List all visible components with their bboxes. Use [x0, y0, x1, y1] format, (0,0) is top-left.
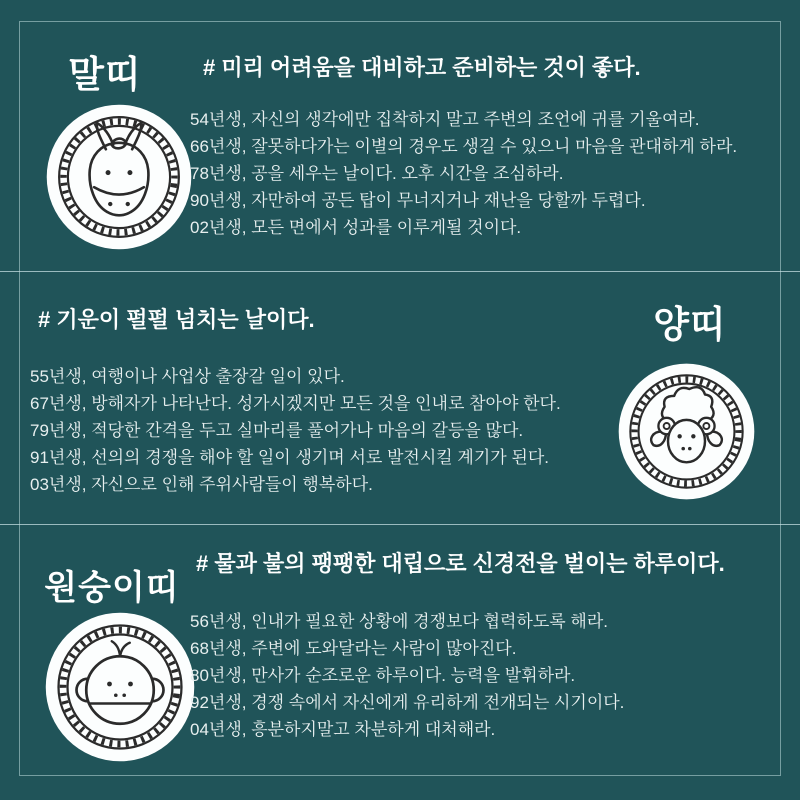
fortune-list-sheep	[30, 363, 561, 498]
sheep-badge	[618, 363, 755, 500]
horse-icon	[46, 104, 192, 250]
section-divider	[0, 271, 800, 272]
fortune-list-horse	[190, 106, 737, 241]
section-divider	[0, 524, 800, 525]
sheep-icon	[618, 363, 755, 500]
headline-sheep: # 기운이 펄펄 넘치는 날이다.	[38, 307, 315, 332]
fortune-line: 68년생, 주변에 도와달라는 사람이 많아진다.	[190, 639, 517, 658]
horse-badge	[46, 104, 192, 250]
zodiac-title-horse: 말띠	[68, 54, 142, 95]
monkey-badge	[45, 612, 195, 762]
fortune-line: 67년생, 방해자가 나타난다. 성가시겠지만 모든 것을 인내로 참아야 한다.	[30, 394, 561, 413]
section-sheep	[0, 271, 800, 524]
fortune-line: 90년생, 자만하여 공든 탑이 무너지거나 재난을 당할까 두렵다.	[190, 191, 646, 210]
headline-horse: # 미리 어려움을 대비하고 준비하는 것이 좋다.	[203, 55, 641, 80]
fortune-line: 78년생, 공을 세우는 날이다. 오후 시간을 조심하라.	[190, 164, 564, 183]
zodiac-title-monkey: 원숭이띠	[44, 569, 180, 607]
fortune-line: 55년생, 여행이나 사업상 출장갈 일이 있다.	[30, 367, 345, 386]
fortune-list-monkey	[190, 608, 624, 743]
fortune-line: 54년생, 자신의 생각에만 집착하지 말고 주변의 조언에 귀를 기울여라.	[190, 110, 700, 129]
monkey-icon	[45, 612, 195, 762]
fortune-line: 04년생, 흥분하지말고 차분하게 대처해라.	[190, 720, 496, 739]
fortune-line: 79년생, 적당한 간격을 두고 실마리를 풀어가나 마음의 갈등을 많다.	[30, 421, 524, 440]
fortune-line: 56년생, 인내가 필요한 상황에 경쟁보다 협력하도록 해라.	[190, 612, 608, 631]
fortune-line: 91년생, 선의의 경쟁을 해야 할 일이 생기며 서로 발전시킬 계기가 된다.	[30, 448, 549, 467]
fortune-line: 92년생, 경쟁 속에서 자신에게 유리하게 전개되는 시기이다.	[190, 693, 625, 712]
section-horse	[0, 0, 800, 271]
fortune-line: 80년생, 만사가 순조로운 하루이다. 능력을 발휘하라.	[190, 666, 576, 685]
zodiac-title-sheep: 양띠	[653, 304, 727, 345]
section-monkey	[0, 524, 800, 800]
fortune-line: 03년생, 자신으로 인해 주위사람들이 행복하다.	[30, 475, 373, 494]
headline-monkey: # 물과 불의 팽팽한 대립으로 신경전을 벌이는 하루이다.	[196, 551, 725, 576]
fortune-line: 02년생, 모든 면에서 성과를 이루게될 것이다.	[190, 218, 522, 237]
fortune-line: 66년생, 잘못하다가는 이별의 경우도 생길 수 있으니 마음을 관대하게 하라.	[190, 137, 738, 156]
